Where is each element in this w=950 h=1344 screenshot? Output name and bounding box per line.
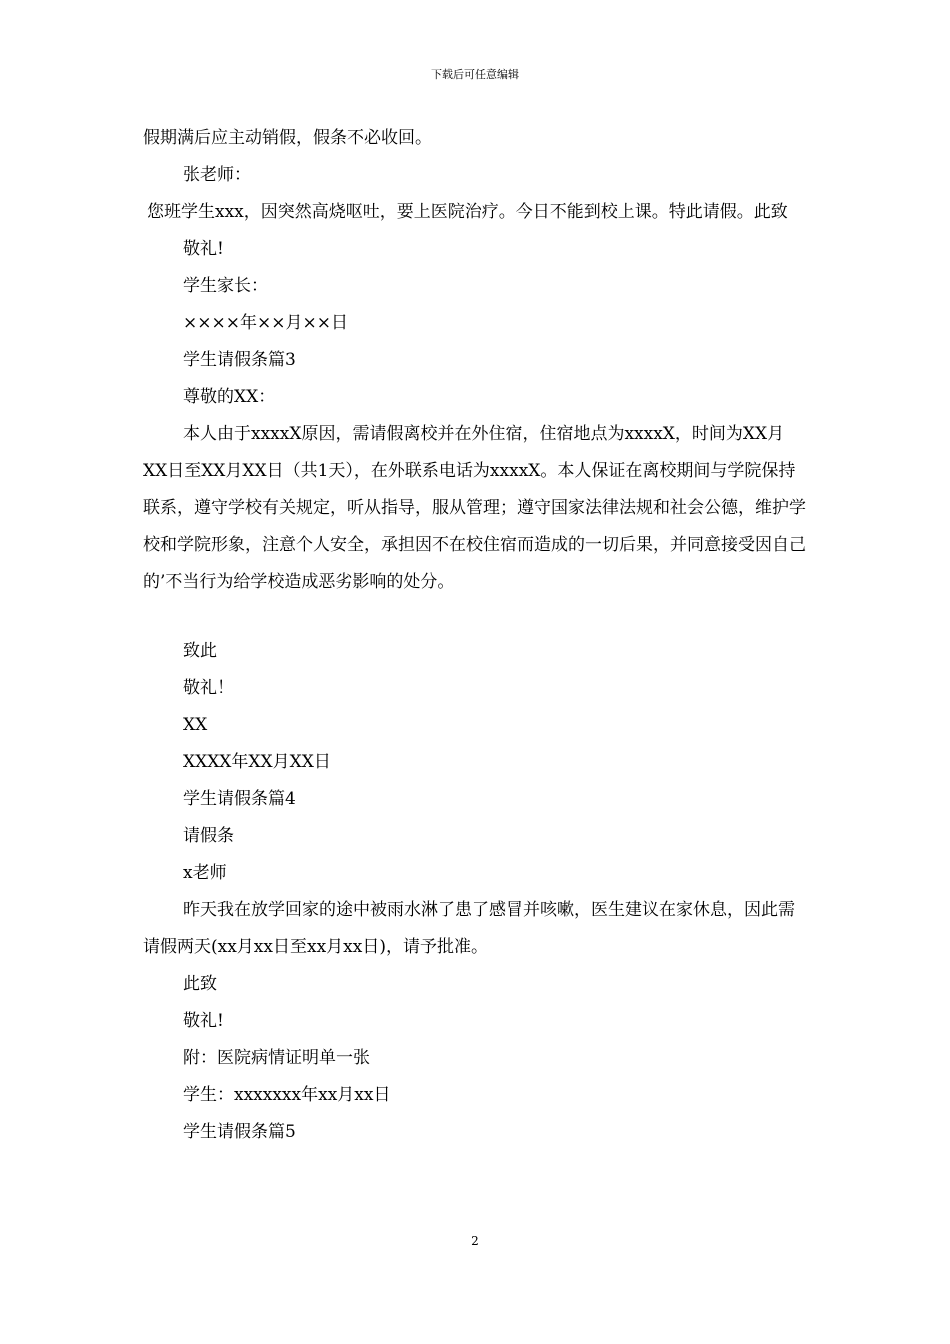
paragraph-leave-end-note: 假期满后应主动销假，假条不必收回。 <box>143 128 432 148</box>
closing-regards-3: 敬礼! <box>183 1011 224 1031</box>
closing-zhici: 致此 <box>183 641 217 661</box>
salutation-teacher-x: x老师 <box>183 863 227 883</box>
attachment-line: 附：医院病情证明单一张 <box>183 1048 370 1068</box>
paragraph-cold-leave: 昨天我在放学回家的途中被雨水淋了患了感冒并咳嗽，医生建议在家休息，因此需请假两天(xx月xx日至xx月xx日)，请予批准。 <box>143 900 795 957</box>
signature-name: XX <box>183 715 208 735</box>
salutation-teacher-zhang: 张老师： <box>183 165 251 185</box>
document-body <box>143 120 807 1151</box>
section-heading-3: 学生请假条篇3 <box>183 350 296 370</box>
paragraph-sick-leave: 您班学生xxx，因突然高烧呕吐，要上医院治疗。今日不能到校上课。特此请假。此致 <box>147 202 788 222</box>
signature-parent: 学生家长： <box>183 276 268 296</box>
paragraph-offcampus-leave: 本人由于xxxxX原因，需请假离校并在外住宿，住宿地点为xxxxX，时间为XX月XX日至XX月XX日（共1天），在外联系电话为xxxxX。本人保证在离校期间与学院保持联系，遵守学校有关规定，听从指导，服从管理；遵守国家法律法规和社会公德，维护学校和学院形象，注意个人安全，承担因不在校住宿而造成的一切后果，并同意接受因自己的’不当行为给学校造成恶劣影响的处分。 <box>143 424 806 592</box>
closing-regards-2: 敬礼！ <box>183 678 234 698</box>
salutation-respected: 尊敬的XX： <box>183 387 276 407</box>
date-line: ××××年××月××日 <box>183 313 348 333</box>
section-heading-4: 学生请假条篇4 <box>183 789 296 809</box>
blank-line <box>143 601 807 633</box>
signature-student-date: 学生：xxxxxxx年xx月xx日 <box>183 1085 391 1105</box>
header-note: 下载后可任意编辑 <box>431 68 519 81</box>
page-number: 2 <box>471 1234 479 1248</box>
note-title: 请假条 <box>183 826 234 846</box>
closing-regards: 敬礼! <box>183 239 224 259</box>
section-heading-5: 学生请假条篇5 <box>183 1122 296 1142</box>
closing-cizhi: 此致 <box>183 974 217 994</box>
date-line-2: XXXX年XX月XX日 <box>183 752 331 772</box>
